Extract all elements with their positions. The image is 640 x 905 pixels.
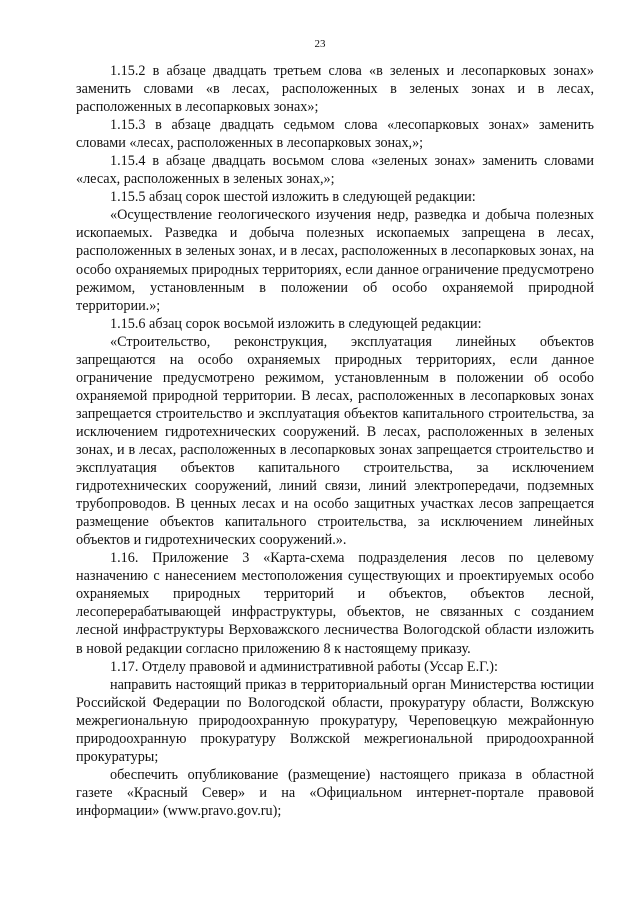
paragraph-send-order: направить настоящий приказ в территориальный орган Министерства юстиции Российской Федерации по Вологодской области, прокуратуру области, Волжскую межрегиональную природоохранную прокуратуру, Череповецкую межрайонную природоохранную прокуратуру Волжской межрегиональной природоохранной прокуратуры;: [76, 676, 594, 765]
paragraph-1-15-6: 1.15.6 абзац сорок восьмой изложить в следующей редакции:: [110, 315, 482, 332]
page-number: 23: [314, 38, 326, 50]
paragraph-publish-order: обеспечить опубликование (размещение) настоящего приказа в областной газете «Красный Север» и на «Официальном интернет-портале правовой информации» (www.pravo.gov.ru);: [76, 766, 594, 819]
paragraph-1-15-2: 1.15.2 в абзаце двадцать третьем слова «в зеленых и лесопарковых зонах» заменить словами «в лесах, расположенных в зеленых зонах и в лесах, расположенных в лесопарковых зонах»;: [76, 63, 594, 116]
paragraph-quote-geology: «Осуществление геологического изучения недр, разведка и добыча полезных ископаемых. Разведка и добыча полезных ископаемых запрещена в лесах, расположенных в зеленых зонах, и в лесах, расположенных в лесопарковых зонах, на особо охраняемых природных территориях, если данное ограничение предусмотрено режимом, установленным в положении об особо охраняемой природной территории.»;: [76, 207, 594, 314]
paragraph-quote-construction: «Строительство, реконструкция, эксплуатация линейных объектов запрещаются на особо охраняемых природных территориях, если данное ограничение предусмотрено режимом, установленным в положении об особо охраняемой природной территории. В лесах, расположенных в лесопарковых зонах запрещается строительство и эксплуатация объектов капитального строительства, за исключением гидротехнических сооружений. В лесах, расположенных в зеленых зонах, и в лесах, расположенных в лесопарковых зонах запрещается строительство и эксплуатация объектов капитального строительства, за исключением гидротехнических сооружений, линий связи, линий электропередачи, подземных трубопроводов. В ценных лесах и на особо защитных участках лесов запрещается размещение объектов капитального строительства, за исключением линейных объектов и гидротехнических сооружений.».: [76, 333, 594, 549]
paragraph-1-17: 1.17. Отделу правовой и административной работы (Уссар Е.Г.):: [110, 658, 498, 675]
paragraph-1-15-5: 1.15.5 абзац сорок шестой изложить в следующей редакции:: [110, 189, 476, 206]
document-body: [76, 62, 594, 820]
paragraph-1-15-4: 1.15.4 в абзаце двадцать восьмом слова «зеленых зонах» заменить словами «лесах, расположенных в зеленых зонах,»;: [76, 153, 594, 188]
paragraph-1-16: 1.16. Приложение 3 «Карта-схема подразделения лесов по целевому назначению с нанесением местоположения существующих и проектируемых особо охраняемых природных территорий и объектов, объектов лесной, лесоперерабатывающей инфраструктуры, объектов, не связанных с созданием лесной инфраструктуры Верховажского лесничества Вологодской области изложить в новой редакции согласно приложению 8 к настоящему приказу.: [76, 550, 594, 657]
paragraph-1-15-3: 1.15.3 в абзаце двадцать седьмом слова «лесопарковых зонах» заменить словами «лесах, расположенных в лесопарковых зонах,»;: [76, 117, 594, 152]
